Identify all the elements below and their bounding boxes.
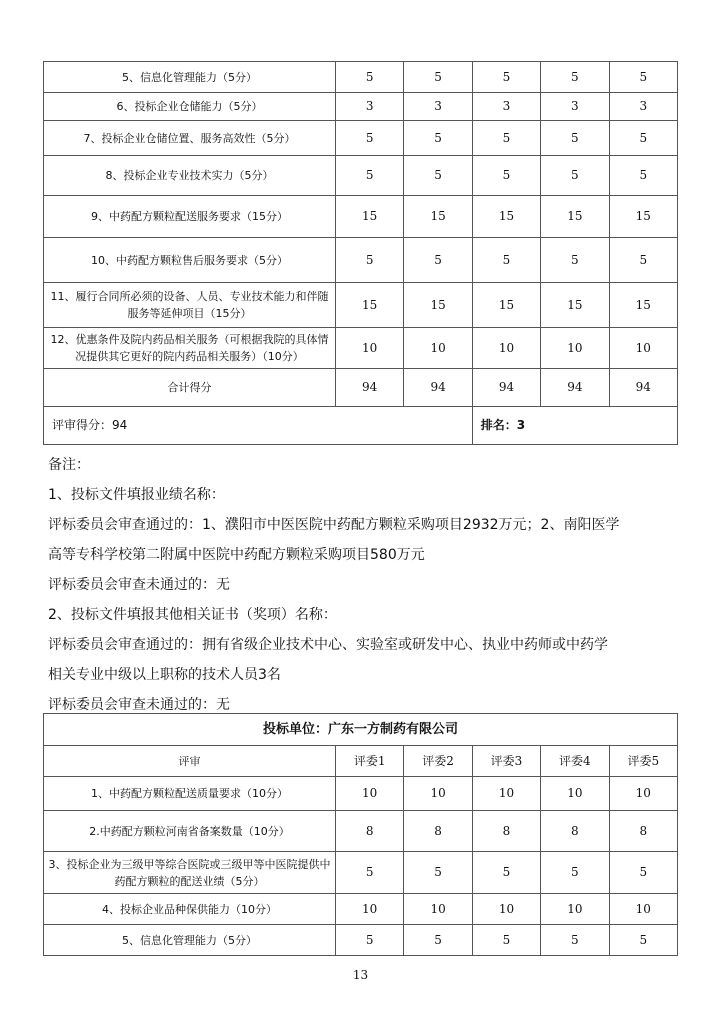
- table-row: [44, 328, 678, 369]
- score-cell: 5: [472, 238, 540, 283]
- note-line: 相关专业中级以上职称的技术人员3名: [48, 667, 281, 683]
- table-row: [44, 925, 678, 956]
- score-cell: 5: [336, 925, 404, 956]
- header-cell: 评委4: [541, 746, 609, 777]
- table-row: [44, 811, 678, 852]
- criterion-label: 2.中药配方颗粒河南省备案数量（10分）: [44, 811, 336, 852]
- score-cell: 5: [472, 62, 540, 93]
- criterion-label: 5、信息化管理能力（5分）: [44, 62, 336, 93]
- score-cell: 5: [336, 852, 404, 894]
- page-number: 13: [352, 968, 369, 982]
- note-line: 高等专科学校第二附属中医院中药配方颗粒采购项目580万元: [48, 547, 425, 563]
- note-line: 1、投标文件填报业绩名称：: [48, 487, 225, 503]
- criterion-label: 4、投标企业品种保供能力（10分）: [44, 894, 336, 925]
- score-cell: 5: [404, 62, 472, 93]
- score-cell: 5: [541, 121, 609, 156]
- table-row: [44, 156, 678, 196]
- table-row: [44, 894, 678, 925]
- notes: [48, 450, 678, 720]
- score-cell: 10: [336, 328, 404, 369]
- score-cell: 15: [404, 283, 472, 328]
- scores-table-1: [43, 61, 678, 445]
- score-cell: 10: [609, 894, 677, 925]
- criterion-label: 8、投标企业专业技术实力（5分）: [44, 156, 336, 196]
- score-cell: 10: [472, 777, 540, 811]
- score-cell: 10: [541, 777, 609, 811]
- score-cell: 5: [404, 121, 472, 156]
- score-cell: 5: [609, 62, 677, 93]
- score-cell: 5: [404, 925, 472, 956]
- score-cell: 94: [404, 369, 472, 407]
- score-cell: 10: [404, 777, 472, 811]
- rank: 排名：3: [472, 407, 677, 445]
- score-cell: 3: [541, 93, 609, 121]
- table-row: [44, 93, 678, 121]
- score-cell: 5: [541, 62, 609, 93]
- criterion-label: 11、履行合同所必须的设备、人员、专业技术能力和伴随服务等延伸项目（15分）: [44, 283, 336, 328]
- header-cell: 评委5: [609, 746, 677, 777]
- note-line: 备注：: [48, 457, 90, 473]
- score-cell: 15: [609, 283, 677, 328]
- criterion-label: 1、中药配方颗粒配送质量要求（10分）: [44, 777, 336, 811]
- note-line: 评标委员会审查通过的：1、濮阳市中医医院中药配方颗粒采购项目2932万元；2、南阳医学: [48, 517, 620, 533]
- criterion-label: 合计得分: [44, 369, 336, 407]
- table-row: [44, 238, 678, 283]
- score-cell: 5: [541, 925, 609, 956]
- review-score: 评审得分：94: [44, 407, 473, 445]
- note-line: 评标委员会审查通过的：拥有省级企业技术中心、实验室或研发中心、执业中药师或中药学: [48, 637, 608, 653]
- score-cell: 3: [336, 93, 404, 121]
- score-cell: 5: [336, 238, 404, 283]
- score-cell: 10: [609, 777, 677, 811]
- score-cell: 5: [472, 121, 540, 156]
- score-cell: 8: [609, 811, 677, 852]
- table-row: [44, 777, 678, 811]
- table-row: [44, 62, 678, 93]
- score-cell: 10: [609, 328, 677, 369]
- score-cell: 10: [541, 328, 609, 369]
- score-cell: 15: [336, 196, 404, 238]
- criterion-label: 12、优惠条件及院内药品相关服务（可根据我院的具体情况提供其它更好的院内药品相关服务）（10分）: [44, 328, 336, 369]
- score-cell: 94: [472, 369, 540, 407]
- score-cell: 5: [609, 238, 677, 283]
- score-cell: 5: [609, 121, 677, 156]
- score-cell: 10: [541, 894, 609, 925]
- score-cell: 8: [472, 811, 540, 852]
- score-cell: 5: [541, 156, 609, 196]
- score-cell: 94: [609, 369, 677, 407]
- score-cell: 15: [541, 283, 609, 328]
- score-cell: 5: [336, 156, 404, 196]
- score-cell: 5: [404, 156, 472, 196]
- header-cell: 评委2: [404, 746, 472, 777]
- note-line: 评标委员会审查未通过的：无: [48, 577, 230, 593]
- header-cell: 评审: [44, 746, 336, 777]
- score-cell: 5: [472, 925, 540, 956]
- score-cell: 15: [336, 283, 404, 328]
- score-cell: 94: [541, 369, 609, 407]
- score-cell: 10: [336, 894, 404, 925]
- score-cell: 5: [404, 238, 472, 283]
- score-cell: 5: [336, 121, 404, 156]
- score-cell: 5: [472, 852, 540, 894]
- score-cell: 15: [541, 196, 609, 238]
- score-cell: 5: [472, 156, 540, 196]
- score-cell: 8: [404, 811, 472, 852]
- score-cell: 15: [609, 196, 677, 238]
- table-row: [44, 369, 678, 407]
- score-cell: 5: [404, 852, 472, 894]
- score-cell: 15: [404, 196, 472, 238]
- table-row: [44, 283, 678, 328]
- note-line: 2、投标文件填报其他相关证书（奖项）名称：: [48, 607, 337, 623]
- header-cell: 评委1: [336, 746, 404, 777]
- scores-table-2: [43, 713, 678, 956]
- criterion-label: 7、投标企业仓储位置、服务高效性（5分）: [44, 121, 336, 156]
- criterion-label: 3、投标企业为三级甲等综合医院或三级甲等中医院提供中药配方颗粒的配送业绩（5分）: [44, 852, 336, 894]
- score-cell: 15: [472, 196, 540, 238]
- criterion-label: 5、信息化管理能力（5分）: [44, 925, 336, 956]
- score-cell: 3: [404, 93, 472, 121]
- score-cell: 10: [404, 328, 472, 369]
- table-row: [44, 852, 678, 894]
- score-cell: 10: [472, 894, 540, 925]
- score-cell: 5: [609, 925, 677, 956]
- criterion-label: 9、中药配方颗粒配送服务要求（15分）: [44, 196, 336, 238]
- score-cell: 5: [336, 62, 404, 93]
- score-cell: 10: [472, 328, 540, 369]
- score-cell: 5: [541, 852, 609, 894]
- score-cell: 5: [609, 852, 677, 894]
- table-row: [44, 196, 678, 238]
- score-cell: 15: [472, 283, 540, 328]
- table-row: [44, 121, 678, 156]
- criterion-label: 10、中药配方颗粒售后服务要求（5分）: [44, 238, 336, 283]
- score-cell: 8: [336, 811, 404, 852]
- score-cell: 8: [541, 811, 609, 852]
- note-line: 评标委员会审查未通过的：无: [48, 697, 230, 713]
- score-cell: 10: [336, 777, 404, 811]
- header-cell: 评委3: [472, 746, 540, 777]
- criterion-label: 6、投标企业仓储能力（5分）: [44, 93, 336, 121]
- score-cell: 3: [472, 93, 540, 121]
- bidder-title: 投标单位：广东一方制药有限公司: [44, 714, 678, 746]
- score-cell: 94: [336, 369, 404, 407]
- score-cell: 5: [541, 238, 609, 283]
- score-cell: 5: [609, 156, 677, 196]
- score-cell: 3: [609, 93, 677, 121]
- score-cell: 10: [404, 894, 472, 925]
